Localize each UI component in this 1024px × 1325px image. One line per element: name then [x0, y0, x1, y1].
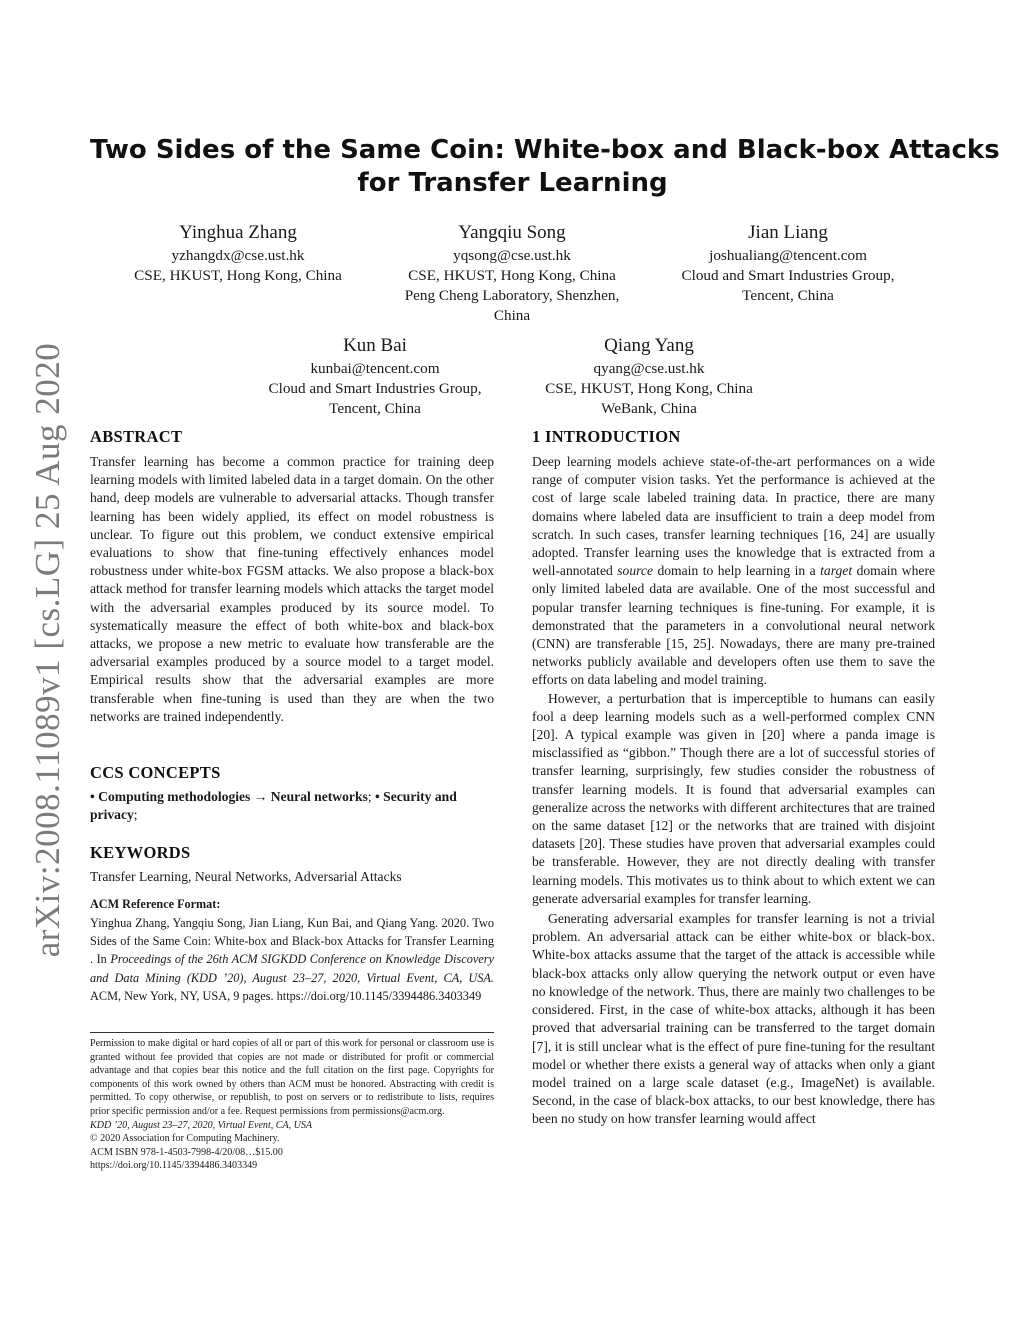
author-affiliation: CSE, HKUST, Hong Kong, China — [134, 267, 342, 284]
author-name: Yangqiu Song — [458, 222, 566, 243]
intro-p1-text-a: Deep learning models achieve state-of-the-art performances on a wide range of computer vision tasks. Yet the performance is achieved at the cost of large scale labeled training data. In practice, there are many domains where labeled data are insufficient to train a deep model from scratch. In such cases, transfer learning techniques [16, 24] are usually adopted. Transfer learning uses the knowledge that is extracted from a well-annotated — [532, 454, 935, 579]
ccs-item-neural: Neural networks — [270, 789, 368, 804]
intro-paragraph-2: However, a perturbation that is imperceptible to humans can easily fool a deep learning models such as a well-performed complex CNN [20]. A typical example was given in [20] where a panda image is misclassified as “gibbon.” Though there are a lot of successful stories of transfer learning, surprisingly, few studies consider the robustness of transfer learning models. It is found that adversarial examples can generalize across the networks with different architectures that are trained on the same dataset [12] or the networks that are trained with disjoint datasets [20]. These studies have proven that adversarial examples could be transferable. However, they are not directly dealing with transfer learning models. This motivates us to think about to which extent we can generate adversarial examples for transfer learning. — [532, 690, 935, 906]
intro-p1-text-b: domain to help learning in a — [653, 563, 821, 579]
copyright-line: © 2020 Association for Computing Machinery. — [90, 1133, 280, 1145]
ccs-end: ; — [133, 807, 138, 823]
ccs-concepts — [90, 788, 494, 825]
author-block — [108, 222, 368, 286]
author-affiliation: Tencent, China — [329, 400, 421, 417]
keywords-text: Transfer Learning, Neural Networks, Adversarial Attacks — [90, 869, 402, 884]
author-affiliation: Tencent, China — [742, 287, 834, 304]
abstract-text: Transfer learning has become a common practice for training deep learning models with limited labeled data in a target domain. On the other hand, deep models are vulnerable to adversarial attacks. Though transfer learning has been widely applied, its effect on model robustness is unclear. To figure out this problem, we conduct extensive empirical evaluations to show that fine-tuning effectively enhances model robustness under white-box FGSM attacks. We also propose a black-box attack method for transfer learning models which attacks the target model with the adversarial examples produced by its source model. To systematically measure the effect of both white-box and black-box attacks, we propose a new metric to evaluate how transferable are the adversarial examples produced by a source model to a target model. Empirical results show that the adversarial examples are more transferable when fine-tuning is used than they are when the two networks are trained independently. — [90, 454, 494, 724]
title-line-1: Two Sides of the Same Coin: White-box and Black-box Attacks — [90, 135, 1000, 165]
intro-p1-target: target — [820, 563, 853, 579]
author-block — [382, 222, 642, 326]
author-email[interactable]: kunbai@tencent.com — [310, 360, 440, 377]
author-name: Yinghua Zhang — [179, 222, 297, 243]
intro-paragraph-1 — [532, 453, 935, 690]
conference-name: KDD ’20, August 23–27, 2020, Virtual Event, CA, USA — [90, 1119, 313, 1131]
doi-link[interactable]: https://doi.org/10.1145/3394486.3403349 — [90, 1160, 258, 1172]
author-email[interactable]: qyang@cse.ust.hk — [593, 360, 705, 377]
author-affiliation: Cloud and Smart Industries Group, — [681, 267, 895, 284]
author-affiliation: CSE, HKUST, Hong Kong, China — [545, 380, 753, 397]
author-affiliation: WeBank, China — [601, 400, 697, 417]
intro-paragraph-3: Generating adversarial examples for transfer learning is not a trivial problem. An adversarial attack can be either white-box or black-box. White-box attacks assume that the target of the attack is accessible while black-box attacks only allow querying the network output or even have no knowledge of the network. Thus, there are mainly two challenges to be considered. First, in the case of white-box attacks, although it has been proved that adversarial training can be transferred to the target domain [7], it is still unclear what is the effect of pure fine-tuning for the resultant model or whether there exists a general way of attacks when only a giant model trained on a large scale dataset (e.g., ImageNet) is available. Second, in the case of black-box attacks, to our best knowledge, there has been no study on how transfer learning would affect — [532, 911, 935, 1127]
conference-line — [90, 1119, 494, 1133]
author-affiliation: China — [493, 307, 531, 324]
ccs-arrow: → — [253, 789, 268, 804]
author-affiliation: CSE, HKUST, Hong Kong, China — [408, 267, 616, 284]
acm-reference-authors: Yinghua Zhang, Yangqiu Song, Jian Liang, Kun Bai, and Qiang Yang. 2020. Two Sides of the Same Coin: White-box and Black-box Attacks for Transfer Learning . In — [90, 916, 494, 967]
ccs-separator: ; — [367, 789, 372, 804]
author-block — [658, 222, 918, 306]
author-email[interactable]: yqsong@cse.ust.hk — [453, 247, 571, 264]
abstract-heading: ABSTRACT — [90, 427, 183, 446]
acm-reference-venue: Proceedings of the 26th ACM SIGKDD Conference on Knowledge Discovery and Data Mining (KDD ’20), August 23–27, 2020, Virtual Event, CA, USA. — [90, 952, 494, 985]
ccs-heading: CCS CONCEPTS — [90, 763, 221, 782]
acm-reference-publisher: ACM, New York, NY, USA, 9 pages. https://doi.org/10.1145/3394486.3403349 — [90, 988, 482, 1003]
title-line-2: for Transfer Learning — [357, 168, 668, 198]
author-block — [245, 335, 505, 419]
intro-p1-text-c: domain where only limited labeled data are available. One of the most successful and popular transfer learning techniques is fine-tuning. For example, it is demonstrated that the parameters in a convolutional neural network (CNN) are transferable [15, 25]. Nowadays, there are many pre-trained networks publicly available and developers often use them to save the efforts on data labeling and model training. — [532, 563, 936, 688]
author-affiliation: Peng Cheng Laboratory, Shenzhen, — [404, 287, 620, 304]
arxiv-stamp: arXiv:2008.11089v1 [cs.LG] 25 Aug 2020 — [28, 342, 67, 958]
author-name: Qiang Yang — [604, 335, 694, 356]
acm-reference — [90, 914, 494, 1005]
ccs-bullet-security: • Security and privacy — [90, 789, 457, 823]
keywords-body — [90, 868, 494, 886]
intro-p1-source: source — [617, 563, 653, 579]
keywords-heading: KEYWORDS — [90, 843, 191, 862]
paper-title — [90, 134, 1000, 200]
author-affiliation: Cloud and Smart Industries Group, — [268, 380, 482, 397]
permission-block — [90, 1037, 494, 1173]
author-block — [519, 335, 779, 419]
footnote-rule — [90, 1032, 494, 1033]
abstract-body — [90, 453, 494, 726]
author-email[interactable]: joshualiang@tencent.com — [709, 247, 867, 264]
acm-reference-heading: ACM Reference Format: — [90, 897, 221, 911]
author-email[interactable]: yzhangdx@cse.ust.hk — [171, 247, 305, 264]
author-name: Kun Bai — [343, 335, 407, 356]
author-name: Jian Liang — [748, 222, 828, 243]
permission-text: Permission to make digital or hard copies of all or part of this work for personal or classroom use is granted without fee provided that copies are not made or distributed for profit or commercial advantage and that copies bear this notice and the full citation on the first page. Copyrights for components of this work owned by others than ACM must be honored. Abstracting with credit is permitted. To copy otherwise, or republish, to post on servers or to redistribute to lists, requires prior specific permission and/or a fee. Request permissions from permissions@acm.org. — [90, 1038, 494, 1117]
ccs-bullet-computing: • Computing methodologies — [90, 789, 251, 804]
isbn-line: ACM ISBN 978-1-4503-7998-4/20/08…$15.00 — [90, 1146, 283, 1158]
introduction-heading: 1 INTRODUCTION — [532, 427, 681, 446]
introduction-body — [532, 453, 935, 1129]
